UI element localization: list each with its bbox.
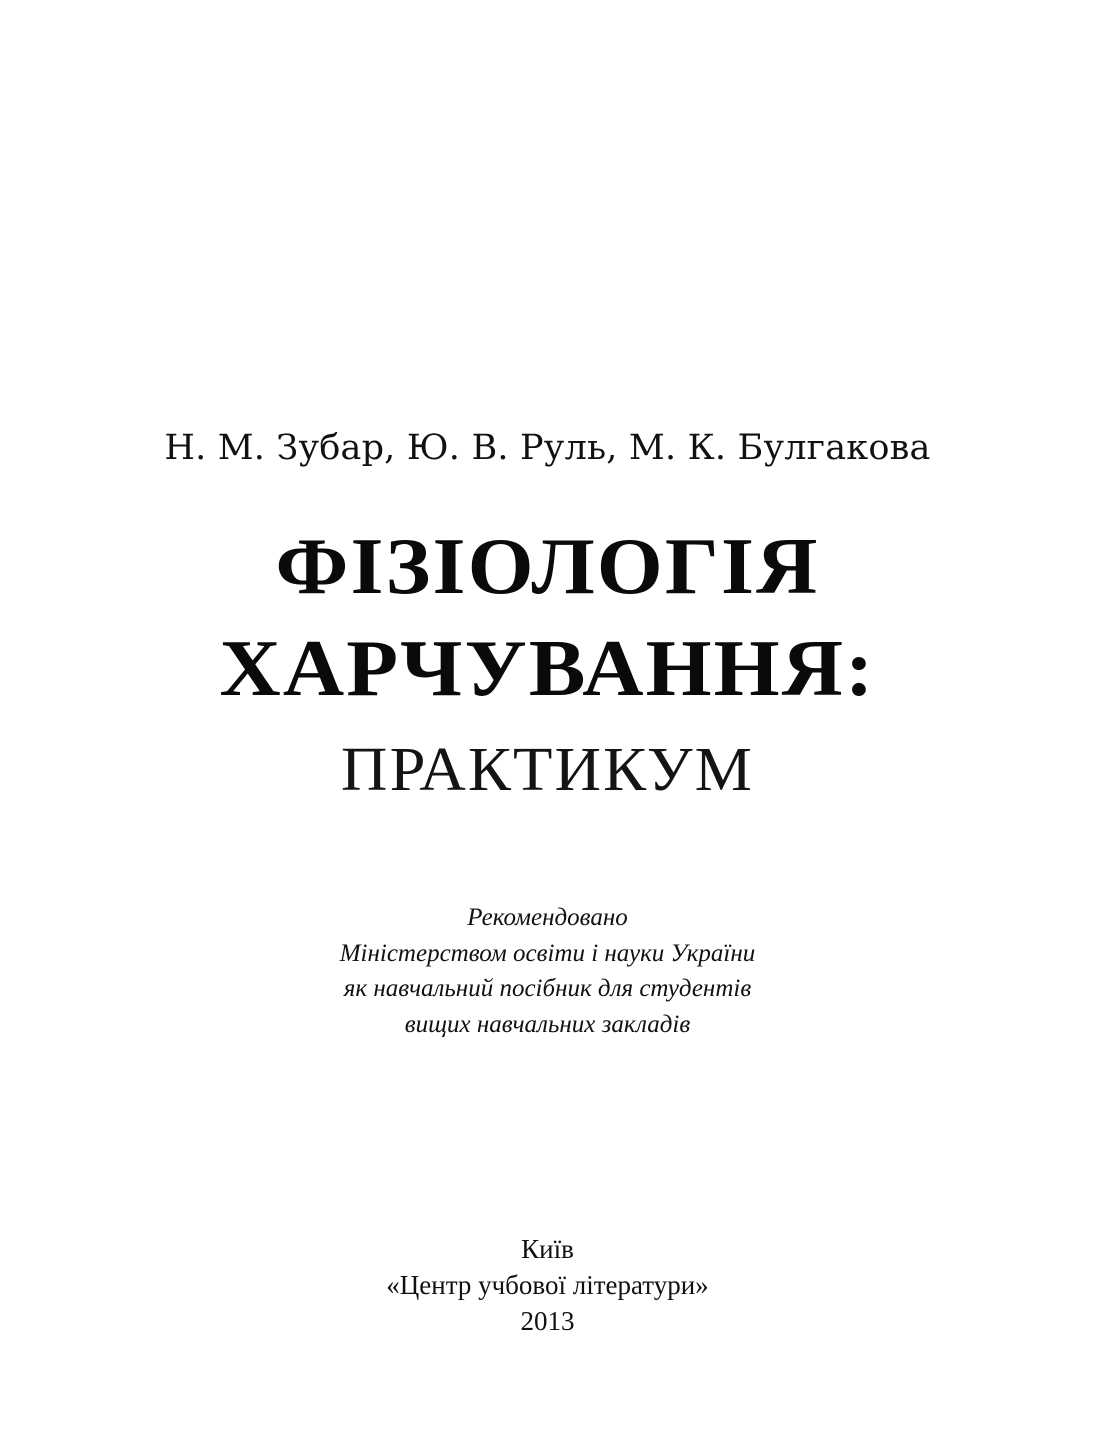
recommendation-line-1: Рекомендовано <box>467 904 628 931</box>
recommendation-block <box>0 900 1095 1042</box>
recommendation-line-3: як навчальний посібник для студентів <box>343 975 752 1002</box>
page-title-line-1: ФІЗІОЛОГІЯ <box>275 523 820 611</box>
imprint-block <box>0 1232 1095 1340</box>
page-subtitle: ПРАКТИКУМ <box>340 735 755 804</box>
imprint-city: Київ <box>521 1234 574 1264</box>
imprint-year: 2013 <box>520 1305 575 1336</box>
recommendation-line-2: Міністерством освіти і науки України <box>339 939 756 967</box>
title-block <box>0 520 1095 806</box>
recommendation-line-4: вищих навчальних закладів <box>404 1010 691 1038</box>
page-title-line-2: ХАРЧУВАННЯ: <box>219 625 876 714</box>
authors-line: Н. М. Зубар, Ю. В. Руль, М. К. Булгакова <box>164 428 931 468</box>
imprint-publisher: «Центр учбової літератури» <box>386 1269 709 1300</box>
